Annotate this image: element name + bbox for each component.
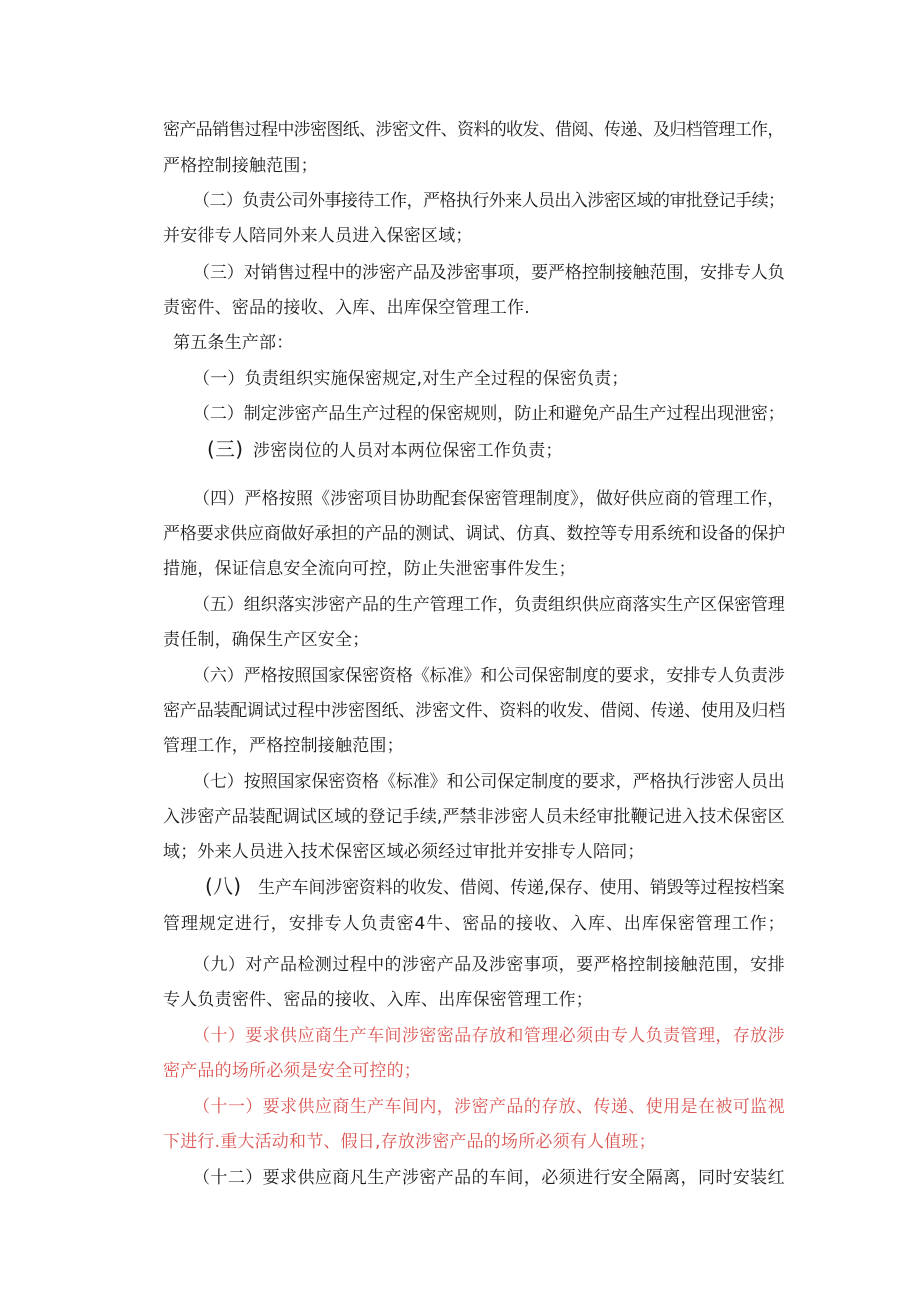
text-line: （五）组织落实涉密产品的生产管理工作，负责组织供应商落实生产区保密管理 — [193, 595, 785, 615]
text-line: 专人负责密件、密品的接收、入库、出库保密管理工作； — [163, 990, 593, 1010]
text-line: 措施，保证信息安全流向可控，防止失泄密事件发生； — [163, 559, 576, 579]
text-line: 严格要求供应商做好承担的产品的测试、调试、仿真、数控等专用系统和设备的保护 — [163, 524, 786, 544]
text-line: 管理规定进行，安排专人负责密4牛、密品的接收、入库、出库保密管理工作； — [163, 914, 786, 934]
highlighted-text-line: 下进行.重大活动和节、假日,存放涉密产品的场所必须有人值班； — [163, 1132, 656, 1152]
text-line: 涉密岗位的人员对本两位保密工作负责； — [253, 441, 563, 461]
text-line: （十二）要求供应商凡生产涉密产品的车间，必须进行安全隔离，同时安装红 — [193, 1168, 786, 1188]
section-heading: 第五条生产部： — [173, 333, 294, 353]
highlighted-text-line: （十一）要求供应商生产车间内，涉密产品的存放、传递、使用是在被可监视 — [193, 1097, 786, 1117]
text-line: 域；外来人员进入技术保密区域必须经过审批并安排专人陪同； — [163, 842, 645, 862]
highlighted-text-line: （十）要求供应商生产车间涉密密品存放和管理必须由专人负责管理，存放涉 — [193, 1026, 786, 1046]
text-line: 责密件、密品的接收、入库、出库保空管理工作. — [163, 298, 530, 318]
text-line: （七）按照国家保密资格《标准》和公司保定制度的要求，严格执行涉密人员出 — [193, 772, 785, 792]
text-line: （三）对销售过程中的涉密产品及涉密事项，要严格控制接触范围，安排专人负 — [193, 263, 785, 283]
text-line: （九）对产品检测过程中的涉密产品及涉密事项，要严格控制接触范围，安排 — [193, 955, 786, 975]
text-line: （二）制定涉密产品生产过程的保密规则，防止和避免产品生产过程出现泄密； — [193, 404, 785, 424]
text-line: （二）负责公司外事接待工作，严格执行外来人员出入涉密区域的审批登记手续； — [193, 191, 785, 211]
text-line: 生产车间涉密资料的收发、借阅、传递,保存、使用、销毁等过程按档案 — [258, 878, 785, 898]
text-line: （六）严格按照国家保密资格《标准》和公司保密制度的要求，安排专人负责涉 — [193, 666, 785, 686]
text-line: 入涉密产品装配调试区域的登记手续,严禁非涉密人员未经审批鞭记进入技术保密区 — [163, 807, 785, 827]
text-line: （四）严格按照《涉密项目协助配套保密管理制度》，做好供应商的管理工作， — [193, 489, 785, 509]
text-line: 管理工作，严格控制接触范围； — [163, 736, 404, 756]
text-line: （一）负责组织实施保密规定,对生产全过程的保密负责； — [193, 369, 629, 389]
text-line: 严格控制接触范围； — [163, 156, 318, 176]
text-line: 并安徘专人陪同外来人员进入保密区域； — [163, 226, 473, 246]
item-number: (八) — [205, 874, 242, 898]
text-line: 责任制，确保生产区安全； — [163, 630, 370, 650]
highlighted-text-line: 密产品的场所必须是安全可控的； — [163, 1061, 421, 1081]
text-line: 密产品装配调试过程中涉密图纸、涉密文件、资料的收发、借阅、传递、使用及归档 — [163, 701, 786, 721]
item-number: (三) — [207, 437, 244, 461]
text-line: 密产品销售过程中涉密图纸、涉密文件、资料的收发、借阅、传递、及归档管理工作， — [163, 120, 784, 140]
